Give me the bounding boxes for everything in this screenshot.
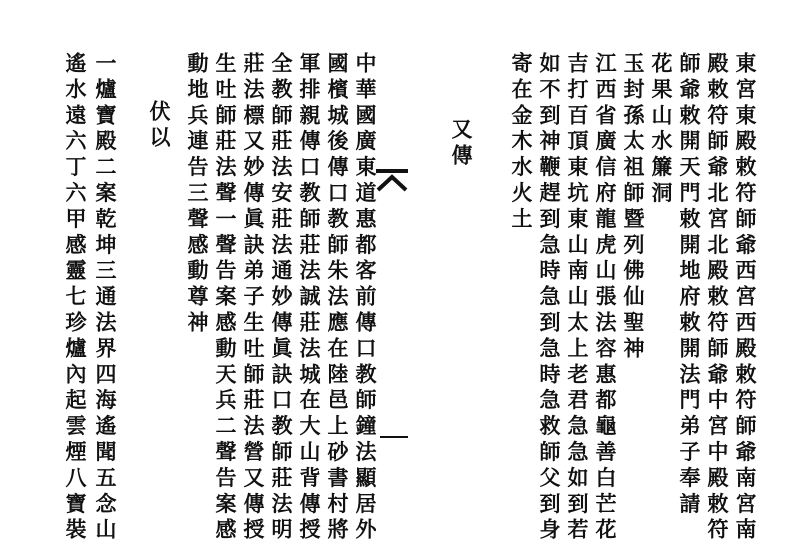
text-column-15: 莊法標又妙傳眞訣弟子生吐師莊法營又傳授	[241, 52, 266, 545]
text-column-17: 動地兵連告三聲感動尊神	[185, 52, 210, 337]
text-column-13: 軍排親傳口教師莊法誠莊法城在大山背傳授	[297, 52, 322, 545]
text-column-9: 寄在金木水火土	[509, 52, 534, 234]
text-column-14: 全教師莊法安莊法通妙傳眞訣口教師莊法明	[269, 52, 294, 545]
text-column-6: 江西省廣信府龍虎山張法容惠都龜善白芒花	[593, 52, 618, 545]
divider-rule	[380, 436, 408, 438]
text-column-2: 殿敕符師爺北宮北殿敕符師爺中宮中殿敕符	[705, 52, 730, 545]
text-column-16: 生吐師莊法聲一聲告案感動天兵二聲告案感	[213, 52, 238, 545]
text-column-4: 花果山水簾洞	[649, 52, 674, 208]
text-column-18: 伏以	[147, 100, 172, 152]
text-column-1: 東宮東殿敕符師爺西宮西殿敕符師爺南宮南	[733, 52, 758, 545]
text-column-12: 國檳城後傳口教師朱法應在陸邑上砂書村將	[325, 52, 350, 545]
chevron-up-icon	[375, 168, 409, 192]
text-column-5: 玉封孫太祖師暨列佛仙聖神	[621, 52, 646, 363]
text-column-20: 遙水遠六丁六甲感靈七珍爐內起雲煙八寶裝	[63, 52, 88, 545]
text-column-19: 一爐寶殿二案乾坤三通法界四海遙聞五念山	[93, 52, 118, 545]
text-column-7: 吉打百頂東坑東山南山太上老君急急如到若	[565, 52, 590, 545]
text-column-8: 如不到神鞭趕到急時急到急時急救師父到身	[537, 52, 562, 545]
text-column-11: 中華國廣東道惠都客前傳口教師鐘法顯居外	[353, 52, 378, 545]
section-heading: 又傳	[449, 118, 474, 170]
text-column-3: 師爺敕開天門敕開地府敕開法門弟子奉請	[677, 52, 702, 519]
